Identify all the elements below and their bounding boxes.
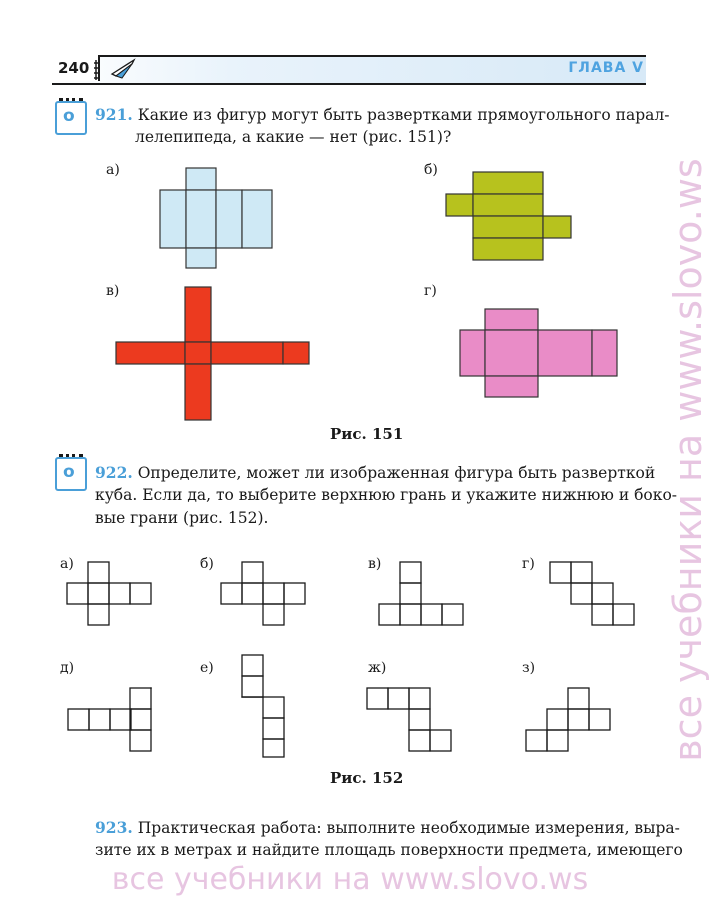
problem-921-number: 921. — [95, 105, 133, 124]
fig151-label-b: б) — [424, 162, 438, 178]
fig152-label-zh: ж) — [368, 660, 387, 676]
chapter-title: ГЛАВА V — [568, 60, 644, 76]
problem-922-text-3: вые грани (рис. 152). — [95, 509, 269, 527]
cube-net-g — [550, 562, 634, 625]
cube-net-a — [67, 562, 151, 625]
figure-151-caption: Рис. 151 — [330, 425, 404, 443]
problem-922-text-1: Определите, может ли изображенная фигура быть разверткой — [137, 464, 656, 482]
cube-net-b — [221, 562, 305, 625]
problem-923-text-1: Практическая работа: выполните необходимые измерения, выра- — [137, 819, 680, 837]
fig152-label-b: б) — [200, 556, 214, 572]
fig151-label-g: г) — [424, 283, 437, 299]
problem-922-text-2: куба. Если да, то выберите верхнюю грань и укажите нижнюю и боко- — [95, 486, 678, 504]
figure-152-caption: Рис. 152 — [330, 769, 404, 787]
cube-net-e — [242, 655, 284, 757]
fig152-label-g: г) — [522, 556, 535, 572]
notepad-icon: o — [55, 101, 87, 135]
notepad-icon: o — [55, 457, 87, 491]
cube-net-v — [379, 562, 463, 625]
problem-922-number: 922. — [95, 463, 133, 482]
fig152-label-e: е) — [200, 660, 214, 676]
problem-923-line1 — [95, 816, 680, 840]
fig151-label-v: в) — [106, 283, 120, 299]
cube-net-z — [526, 688, 610, 751]
fig151-label-a: а) — [106, 162, 120, 178]
problem-921-text-2: лелепипеда, а какие — нет (рис. 151)? — [135, 128, 452, 146]
cube-net-zh — [367, 688, 451, 751]
problem-923-number: 923. — [95, 818, 133, 837]
problem-923-text-2: зите их в метрах и найдите площадь поверхности предмета, имеющего — [95, 841, 683, 859]
fig152-label-a: а) — [60, 556, 74, 572]
watermark-vertical: все учебники на www.slovo.ws — [666, 158, 710, 762]
watermark-bottom: все учебники на www.slovo.ws — [111, 862, 589, 897]
fig152-label-z: з) — [522, 660, 536, 676]
page-number: 240 — [58, 59, 90, 77]
problem-921-text-1: Какие из фигур могут быть развертками прямоугольного парал- — [137, 106, 670, 124]
cube-net-d — [68, 688, 151, 751]
fig152-label-v: в) — [368, 556, 382, 572]
fig152-label-d: д) — [60, 660, 75, 676]
